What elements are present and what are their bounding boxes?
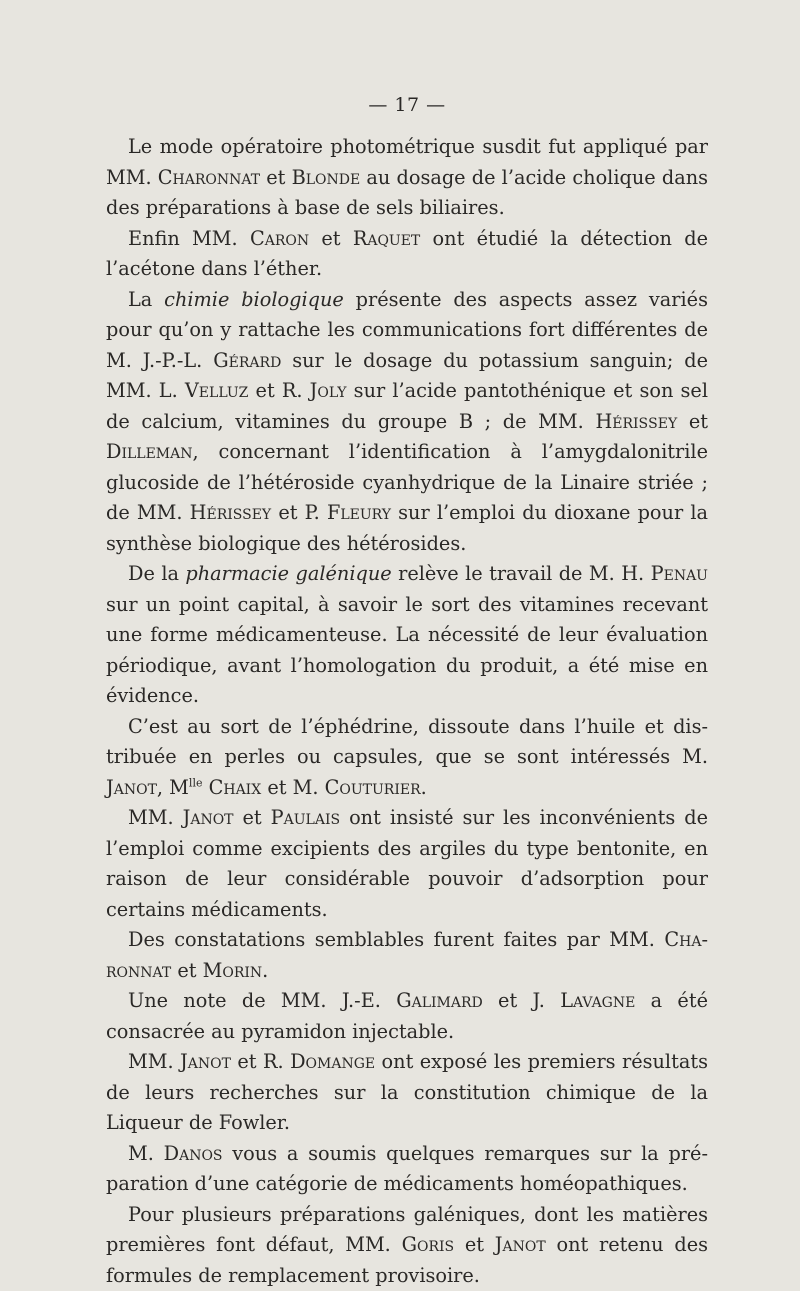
text-run: , concernant l’identification à l’amygdalonitrile glucoside de l’hétéroside cyanhydrique de la Linaire striée ; de MM. [106,440,708,524]
text-run: présente des aspects assez variés pour qu’on y rattache les communications fort différentes de M. J.-P.-L. [106,288,708,372]
author-name: Fleury [327,501,391,524]
text-run: Pour plusieurs préparations galéniques, dont les matières premières font défaut, MM. [106,1203,708,1257]
text-run: a été consacrée au pyramidon injectable. [106,989,708,1043]
paragraph [106,712,708,804]
italic-term: pharmacie galénique [185,562,391,585]
author-name: Charonnat [158,166,260,189]
text-run: Le mode opératoire photométrique susdit fut appliqué par MM. [106,135,708,189]
author-name: Couturier [325,776,421,799]
author-name: Velluz [185,379,249,402]
text-run: . [262,959,268,982]
text-run: et [309,227,353,250]
author-name: Janot [106,776,157,799]
author-name: Gérard [213,349,281,372]
author-name: Morin [203,959,263,982]
text-run: et [171,959,202,982]
italic-term: chimie biologique [164,288,344,311]
paragraph [106,132,708,224]
text-run: et [234,806,271,829]
author-name: Hérissey [595,410,677,433]
text-run: sur l’emploi du dioxane pour la synthèse biologique des hétérosides. [106,501,708,555]
paragraph [106,285,708,560]
text-run: et [260,166,292,189]
author-name: Raquet [353,227,420,250]
text-run: , M [157,776,189,799]
text-run: et [677,410,708,433]
text-run: ont exposé les premiers résultats de leurs recherches sur la constitution chimique de la Liqueur de Fowler. [106,1050,708,1134]
text-run: Des constatations semblables furent faites par MM. [128,928,664,951]
text-run: M. [128,1142,164,1165]
paragraph [106,559,708,712]
author-name: Janot [183,806,234,829]
text-run: La [128,288,164,311]
author-name: Goris [402,1233,455,1256]
body-text [106,132,708,1291]
text-run: C’est au sort de l’éphédrine, dissoute dans l’huile et distribuée en perles ou capsules, que se sont intéressés M. [106,715,708,769]
text-run: MM. [128,806,183,829]
text-run: et P. [271,501,327,524]
text-run: et R. [248,379,309,402]
text-run: et M. [261,776,324,799]
author-name: Danos [164,1142,223,1165]
author-name: Penau [651,562,708,585]
author-name: Janot [180,1050,231,1073]
text-run: sur un point capital, à savoir le sort des vitamines recevant une forme médicamenteuse. La nécessité de leur évaluation périodique, avant l’homologation du produit, a été mise en évidence. [106,593,708,708]
text-run: au dosage de l’acide cholique dans des préparations à base de sels biliaires. [106,166,708,220]
author-name: Domange [290,1050,375,1073]
paragraph [106,803,708,925]
author-name: Blonde [292,166,361,189]
text-run: . [421,776,427,799]
text-run: et [454,1233,495,1256]
paragraph [106,1139,708,1200]
text-run: et R. [231,1050,290,1073]
text-run: ont retenu des formules de remplacement provisoire. [106,1233,708,1287]
page-number: — 17 — [106,94,708,116]
author-name: Janot [495,1233,546,1256]
text-run: ont insisté sur les inconvénients de l’emploi comme excipients des argiles du type bentonite, en raison de leur considérable pouvoir d’adsorption pour certains médicaments. [106,806,708,921]
text-run: Enfin MM. [128,227,250,250]
text-run: MM. [128,1050,180,1073]
author-name: Joly [310,379,347,402]
author-name: Paulais [271,806,340,829]
author-name: Caron [250,227,309,250]
text-run: De la [128,562,185,585]
author-name: Charonnat [106,928,708,982]
author-name: Lavagne [560,989,635,1012]
paragraph [106,986,708,1047]
text-run: sur le dosage du potassium sanguin; de MM. L. [106,349,708,403]
text-run: vous a soumis quelques remarques sur la préparation d’une catégorie de médicaments homéopathiques. [106,1142,708,1196]
author-name: Hérissey [190,501,272,524]
paragraph [106,1047,708,1139]
author-name: Dilleman [106,440,193,463]
paragraph [106,224,708,285]
text-run: relève le travail de M. H. [392,562,651,585]
text-run: et J. [483,989,560,1012]
author-name: Chaix [209,776,262,799]
text-run: ont étudié la détection de l’acétone dans l’éther. [106,227,708,281]
paragraph [106,925,708,986]
superscript: lle [189,776,203,789]
text-run: Une note de MM. J.-E. [128,989,396,1012]
paragraph [106,1200,708,1291]
text-run: sur l’acide pantothénique et son sel de calcium, vitamines du groupe B ; de MM. [106,379,708,433]
author-name: Galimard [396,989,483,1012]
